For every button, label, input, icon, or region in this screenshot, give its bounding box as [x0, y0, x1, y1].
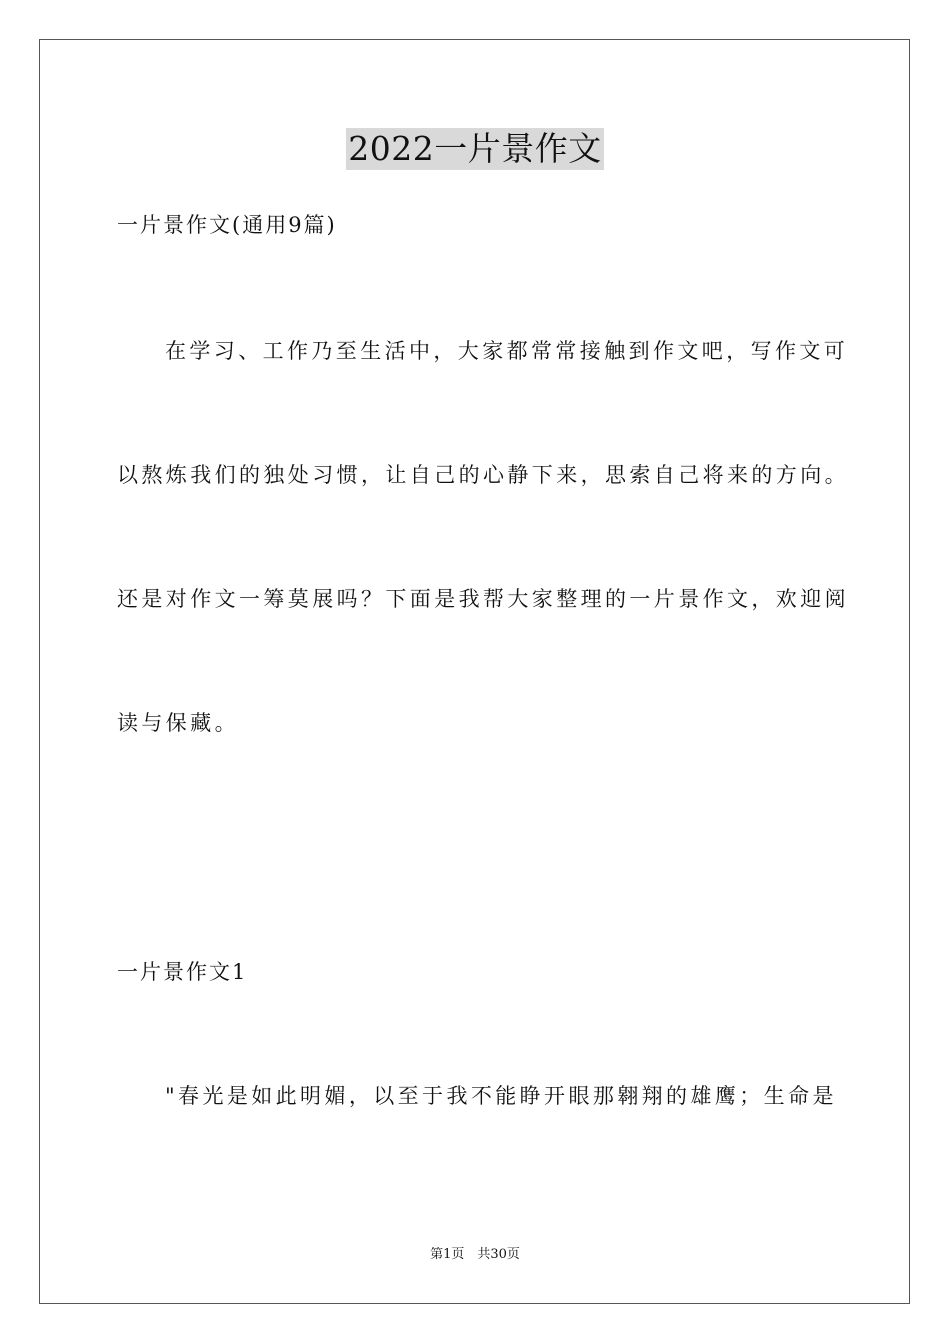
- title-container: [0, 128, 950, 170]
- document-title: 2022一片景作文: [348, 129, 602, 168]
- intro-line-2: 以熬炼我们的独处习惯，让自己的心静下来，思索自己将来的方向。: [117, 463, 849, 487]
- intro-line-1: 在学习、工作乃至生活中，大家都常常接触到作文吧，写作文可: [165, 339, 849, 363]
- section-line-1: "春光是如此明媚，以至于我不能睁开眼那翱翔的雄鹰；生命是: [165, 1084, 837, 1108]
- section-heading: 一片景作文1: [117, 960, 248, 984]
- intro-line-3: 还是对作文一筹莫展吗？下面是我帮大家整理的一片景作文，欢迎阅: [117, 587, 849, 611]
- document-subtitle: 一片景作文(通用9篇): [117, 213, 337, 237]
- page-footer: 第1页 共30页: [430, 1247, 520, 1262]
- intro-line-4: 读与保藏。: [117, 711, 239, 735]
